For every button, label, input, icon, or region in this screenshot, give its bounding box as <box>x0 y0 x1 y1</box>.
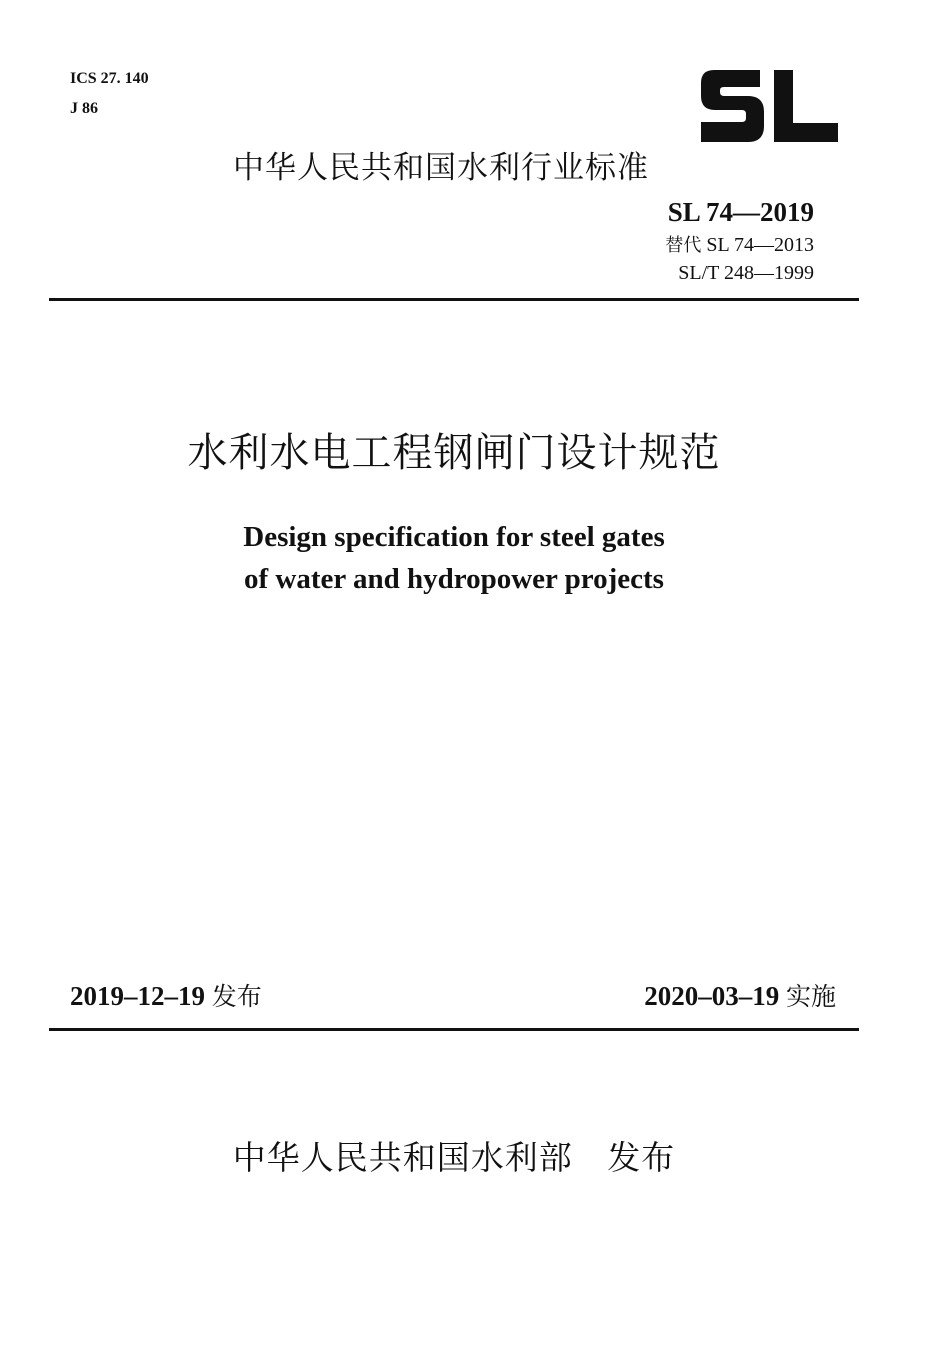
bottom-divider <box>49 1028 859 1031</box>
issue-date-value: 2019–12–19 <box>70 981 205 1011</box>
replaces-prefix: 替代 <box>665 235 702 256</box>
replaces-line-1 <box>665 232 814 259</box>
top-divider <box>49 298 859 301</box>
issue-date <box>70 978 262 1015</box>
sl-logo <box>698 66 840 146</box>
title-english-line-1: Design specification for steel gates <box>243 521 665 553</box>
standard-number: SL 74—2019 <box>667 197 814 227</box>
replaced-standard-1: SL 74—2013 <box>706 234 814 256</box>
j-code: J 86 <box>70 100 98 117</box>
implement-date-value: 2020–03–19 <box>644 981 780 1011</box>
issue-label: 发布 <box>211 982 262 1011</box>
publisher: 中华人民共和国水利部 发布 <box>232 1138 676 1177</box>
implement-date <box>644 978 836 1015</box>
title-english-line-2: of water and hydropower projects <box>244 563 664 595</box>
industry-standard-title: 中华人民共和国水利行业标准 <box>233 150 649 186</box>
title-chinese: 水利水电工程钢闸门设计规范 <box>187 430 721 476</box>
replaced-standard-2: SL/T 248—1999 <box>678 262 814 284</box>
ics-code: ICS 27. 140 <box>70 70 149 87</box>
implement-label: 实施 <box>785 982 836 1011</box>
